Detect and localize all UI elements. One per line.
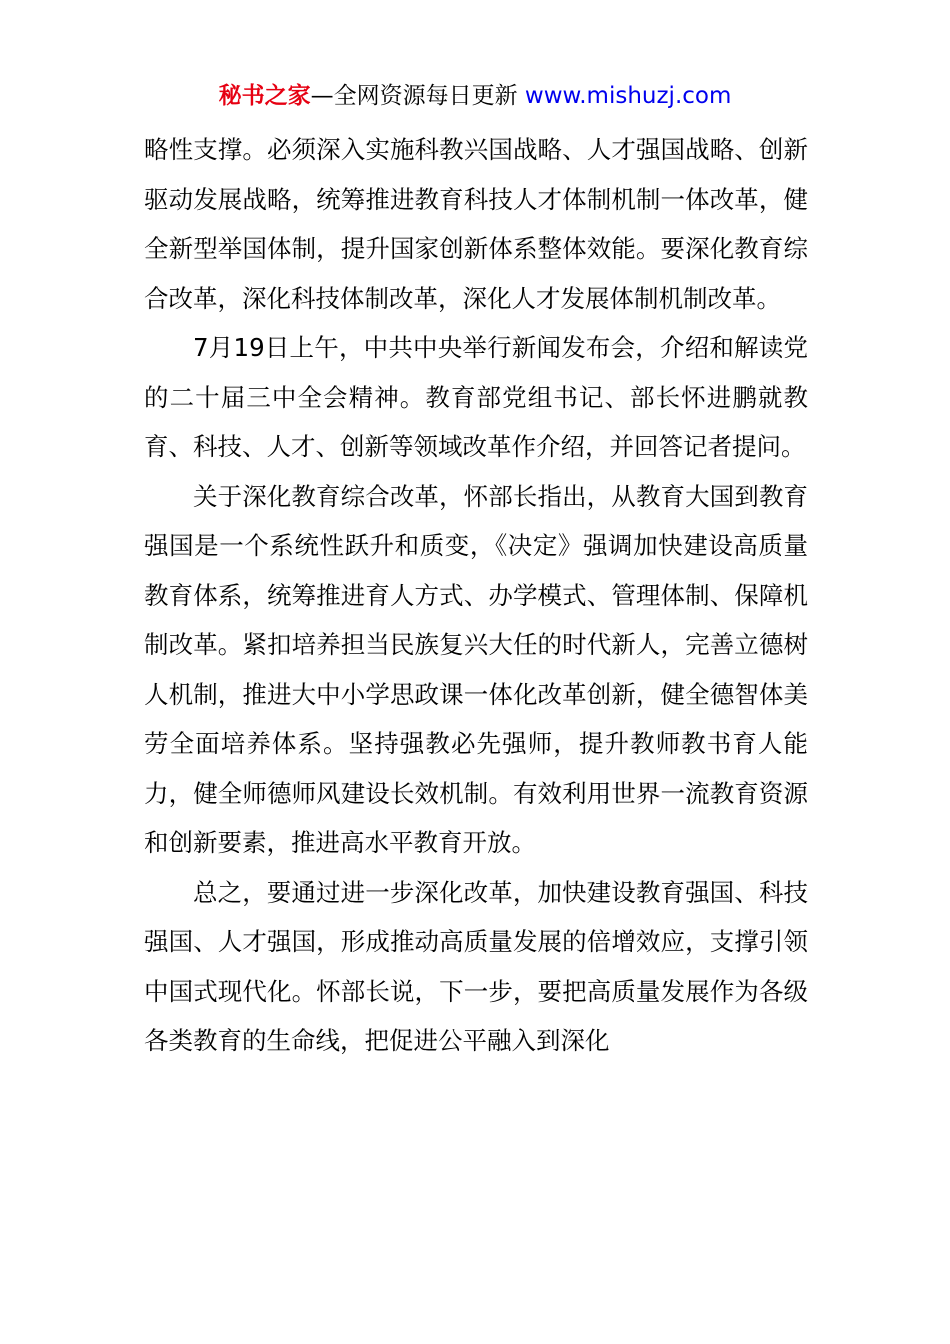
site-brand: 秘书之家 [218,83,311,109]
paragraph-summary: 总之，要通过进一步深化改革，加快建设教育强国、科技强国、人才强国，形成推动高质量发展的倍增效应，支撑引领中国式现代化。怀部长说，下一步，要把高质量发展作为各级各类教育的生命线，把促进公平融入到深化 [144,877,808,1055]
site-url-link[interactable]: www.mishuzj.com [524,83,732,109]
paragraph-continuation: 略性支撑。必须深入实施科教兴国战略、人才强国战略、创新驱动发展战略，统筹推进教育科技人才体制机制一体改革，健全新型举国体制，提升国家创新体系整体效能。要深化教育综合改革，深化科技体制改革，深化人才发展体制机制改革。 [144,135,808,313]
document-body [144,125,808,1066]
paragraph-press-conference: 7月19日上午，中共中央举行新闻发布会，介绍和解读党的二十届三中全会精神。教育部党组书记、部长怀进鹏就教育、科技、人才、创新等领域改革作介绍，并回答记者提问。 [144,333,808,461]
site-tagline: —全网资源每日更新 [310,83,518,109]
paragraph-education-reform: 关于深化教育综合改革，怀部长指出，从教育大国到教育强国是一个系统性跃升和质变，《决定》强调加快建设高质量教育体系，统筹推进育人方式、办学模式、管理体制、保障机制改革。紧扣培养担当民族复兴大任的时代新人，完善立德树人机制，推进大中小学思政课一体化改革创新，健全德智体美劳全面培养体系。坚持强教必先强师，提升教师教书育人能力，健全师德师风建设长效机制。有效利用世界一流教育资源和创新要素，推进高水平教育开放。 [144,481,808,857]
page-header [0,80,950,112]
